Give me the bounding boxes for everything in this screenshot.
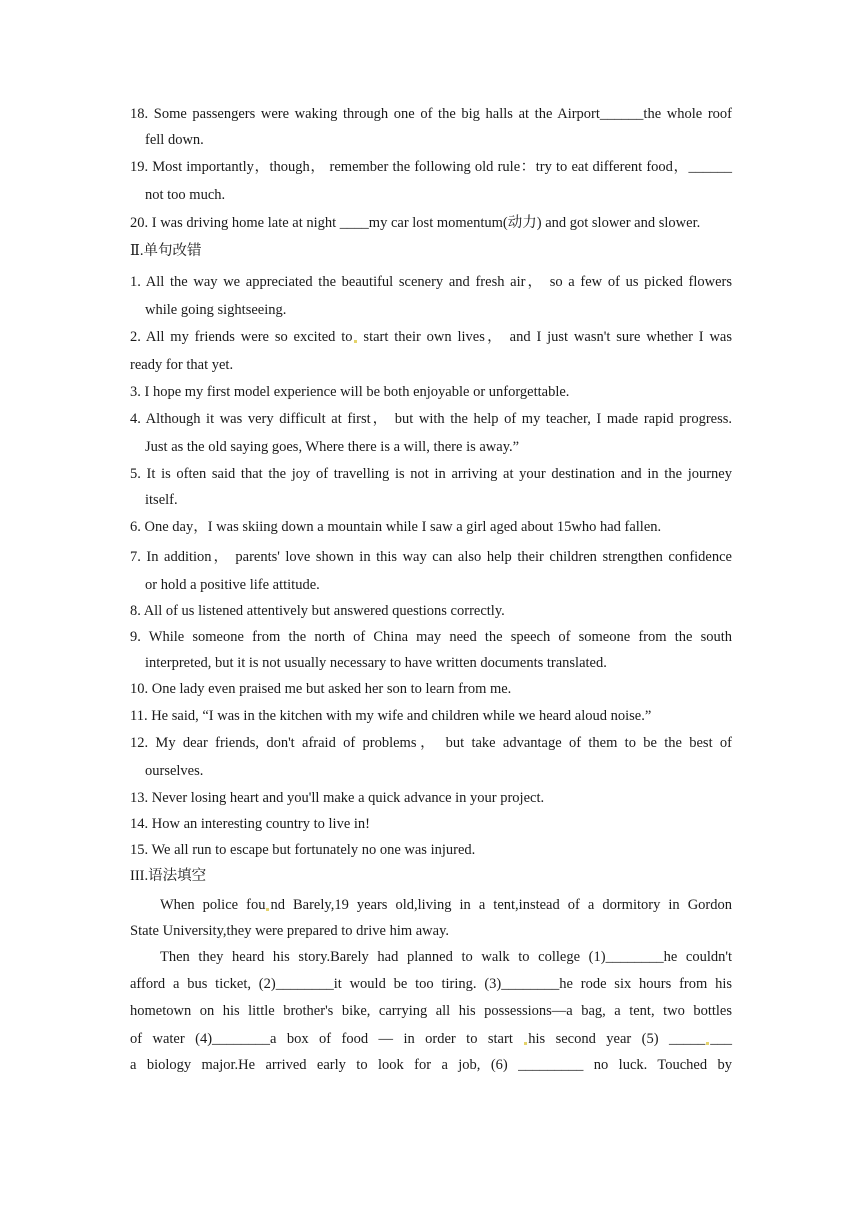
passage-line-6-part-b: his second year (5) _____	[528, 1031, 706, 1047]
passage-line-3: Then they heard his story.Barely had planned to walk to college (1)________he couldn't	[160, 949, 732, 965]
annotation-mark	[354, 340, 357, 343]
correction-13: 13. Never losing heart and you'll make a quick advance in your project.	[130, 790, 545, 806]
correction-5: 5. It is often said that the joy of travelling is not in arriving at your destination and in the journey	[130, 466, 732, 482]
passage-line-6-part-a: of water (4)________a box of food — in order to start	[130, 1031, 513, 1047]
correction-4-cont: Just as the old saying goes, Where there is a will, there is away.”	[145, 439, 520, 455]
correction-1-cont: while going sightseeing.	[145, 302, 287, 318]
passage-line-5: hometown on his little brother's bike, carrying all his possessions—a bag, a tent, two bottles	[130, 1003, 732, 1019]
passage-line-7: a biology major.He arrived early to look for a job, (6) _________ no luck. Touched by	[130, 1057, 732, 1073]
correction-5-cont: itself.	[145, 492, 178, 508]
correction-9-cont: interpreted, but it is not usually necessary to have written documents translated.	[145, 655, 607, 671]
correction-6: 6. One day，I was skiing down a mountain while I saw a girl aged about 15who had fallen.	[130, 519, 662, 535]
passage-line-2: State University,they were prepared to drive him away.	[130, 923, 450, 939]
passage-line-1	[160, 896, 732, 914]
correction-8: 8. All of us listened attentively but answered questions correctly.	[130, 603, 505, 619]
correction-11: 11. He said, “I was in the kitchen with my wife and children while we heard aloud noise.”	[130, 708, 652, 724]
correction-3: 3. I hope my first model experience will be both enjoyable or unforgettable.	[130, 384, 570, 400]
section-3-heading: III.语法填空	[130, 868, 207, 884]
question-20: 20. I was driving home late at night ____my car lost momentum(动力) and got slower and slower.	[130, 215, 701, 231]
passage-line-6	[130, 1030, 732, 1048]
correction-2-part-a: 2. All my friends were so excited to	[130, 329, 353, 345]
correction-2-cont: ready for that yet.	[130, 357, 234, 373]
annotation-mark	[706, 1042, 709, 1045]
correction-7: 7. In addition， parents' love shown in this way can also help their children strengthen confidence	[130, 549, 732, 565]
question-18: 18. Some passengers were waking through one of the big halls at the Airport______the whole roof	[130, 106, 732, 122]
correction-1: 1. All the way we appreciated the beautiful scenery and fresh air， so a few of us picked flowers	[130, 274, 732, 290]
correction-4: 4. Although it was very difficult at first， but with the help of my teacher, I made rapid progress.	[130, 411, 732, 427]
correction-10: 10. One lady even praised me but asked her son to learn from me.	[130, 681, 512, 697]
correction-7-cont: or hold a positive life attitude.	[145, 577, 320, 593]
question-19-cont: not too much.	[145, 187, 226, 203]
correction-2-part-b: start their own lives， and I just wasn't sure whether I was	[363, 329, 733, 345]
section-2-heading: Ⅱ.单句改错	[130, 243, 202, 259]
correction-14: 14. How an interesting country to live in!	[130, 816, 371, 832]
question-19: 19. Most importantly，though， remember the following old rule：try to eat different food，______	[130, 159, 732, 175]
correction-9: 9. While someone from the north of China may need the speech of someone from the south	[130, 629, 732, 645]
annotation-mark	[524, 1042, 527, 1045]
correction-15: 15. We all run to escape but fortunately no one was injured.	[130, 842, 476, 858]
passage-line-1-part-b: nd Barely,19 years old,living in a tent,instead of a dormitory in Gordon	[270, 897, 732, 913]
correction-12-cont: ourselves.	[145, 763, 204, 779]
correction-2	[130, 328, 732, 346]
passage-line-1-part-a: When police fou	[160, 897, 266, 913]
question-18-cont: fell down.	[145, 132, 204, 148]
passage-line-6-part-c: ___	[710, 1031, 732, 1047]
passage-line-4: afford a bus ticket, (2)________it would be too tiring. (3)________he rode six hours from his	[130, 976, 732, 992]
annotation-mark	[266, 908, 269, 911]
correction-12: 12. My dear friends, don't afraid of problems， but take advantage of them to be the best of	[130, 735, 732, 751]
